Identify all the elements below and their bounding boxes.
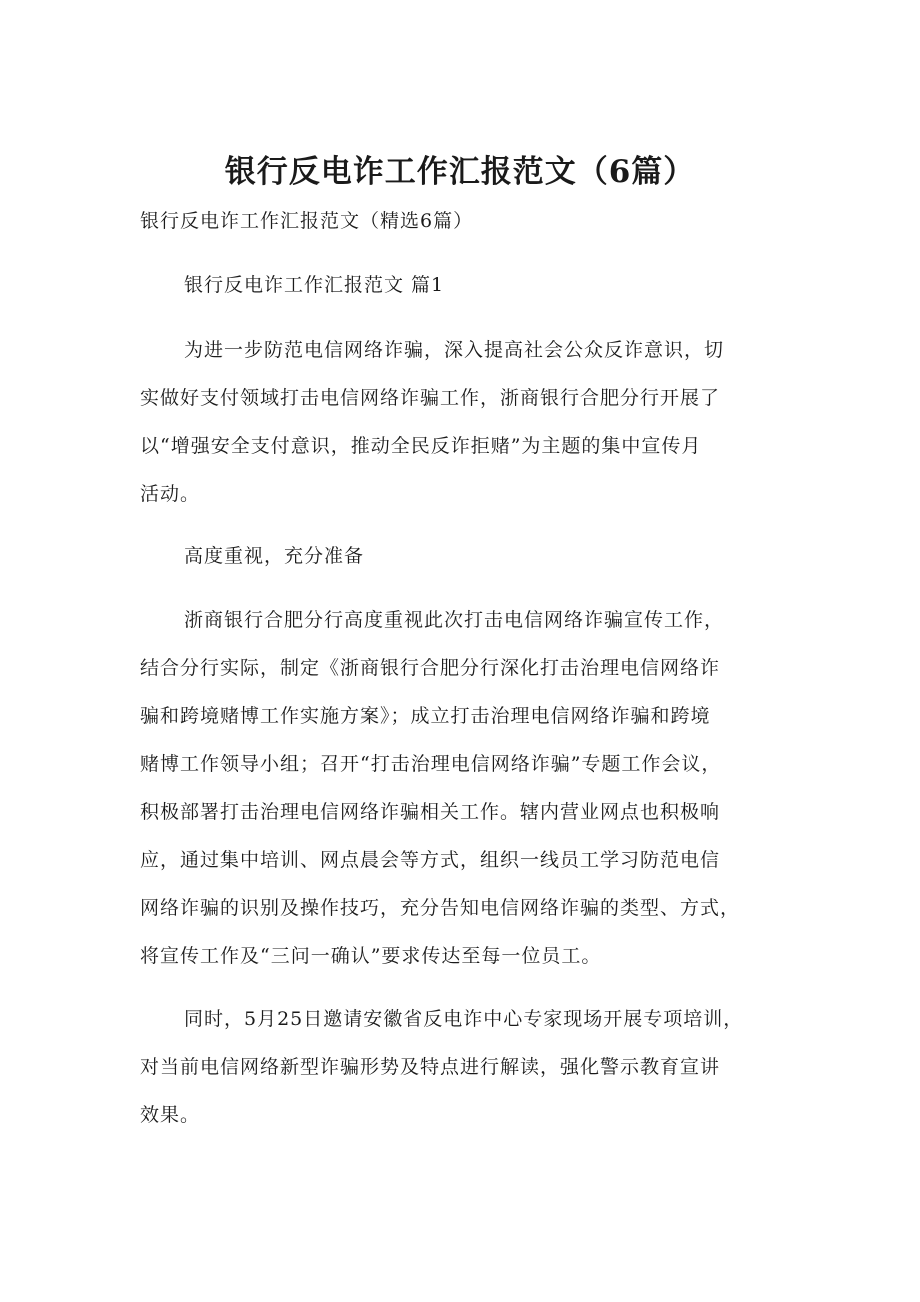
paragraph-line: 同时，5月25日邀请安徽省反电诈中心专家现场开展专项培训， [184,1008,744,1030]
paragraph-line: 效果。 [140,1104,201,1126]
paragraph-3 [140,995,800,1139]
document-subtitle: 银行反电诈工作汇报范文（精选6篇） [140,210,474,232]
paragraph-line: 骗和跨境赌博工作实施方案》；成立打击治理电信网络诈骗和跨境 [140,705,711,727]
section-heading: 银行反电诈工作汇报范文 篇1 [184,274,445,296]
document-title: 银行反电诈工作汇报范文（6篇） [224,154,696,190]
paragraph-2 [140,596,800,980]
paragraph-line: 浙商银行合肥分行高度重视此次打击电信网络诈骗宣传工作， [184,609,725,631]
paragraph-line: 将宣传工作及“三问一确认”要求传达至每一位员工。 [140,945,602,967]
paragraph-line: 赌博工作领导小组；召开“打击治理电信网络诈骗”专题工作会议， [140,753,722,775]
paragraph-line: 积极部署打击治理电信网络诈骗相关工作。辖内营业网点也积极响 [140,801,721,823]
paragraph-line: 实做好支付领域打击电信网络诈骗工作，浙商银行合肥分行开展了 [140,387,721,409]
paragraph-line: 以“增强安全支付意识，推动全民反诈拒赌”为主题的集中宣传月 [140,435,702,457]
paragraph-line: 网络诈骗的识别及操作技巧，充分告知电信网络诈骗的类型、方式， [140,897,741,919]
section-heading-block [140,261,800,309]
paragraph-line: 结合分行实际，制定《浙商银行合肥分行深化打击治理电信网络诈 [140,657,721,679]
paragraph-line: 应，通过集中培训、网点晨会等方式，组织一线员工学习防范电信 [140,849,721,871]
subheading-block [140,532,800,580]
paragraph-line: 活动。 [140,483,201,505]
subheading: 高度重视，充分准备 [184,545,365,567]
paragraph-1 [140,326,800,518]
paragraph-line: 对当前电信网络新型诈骗形势及特点进行解读，强化警示教育宣讲 [140,1056,721,1078]
paragraph-line: 为进一步防范电信网络诈骗，深入提高社会公众反诈意识，切 [184,339,725,361]
